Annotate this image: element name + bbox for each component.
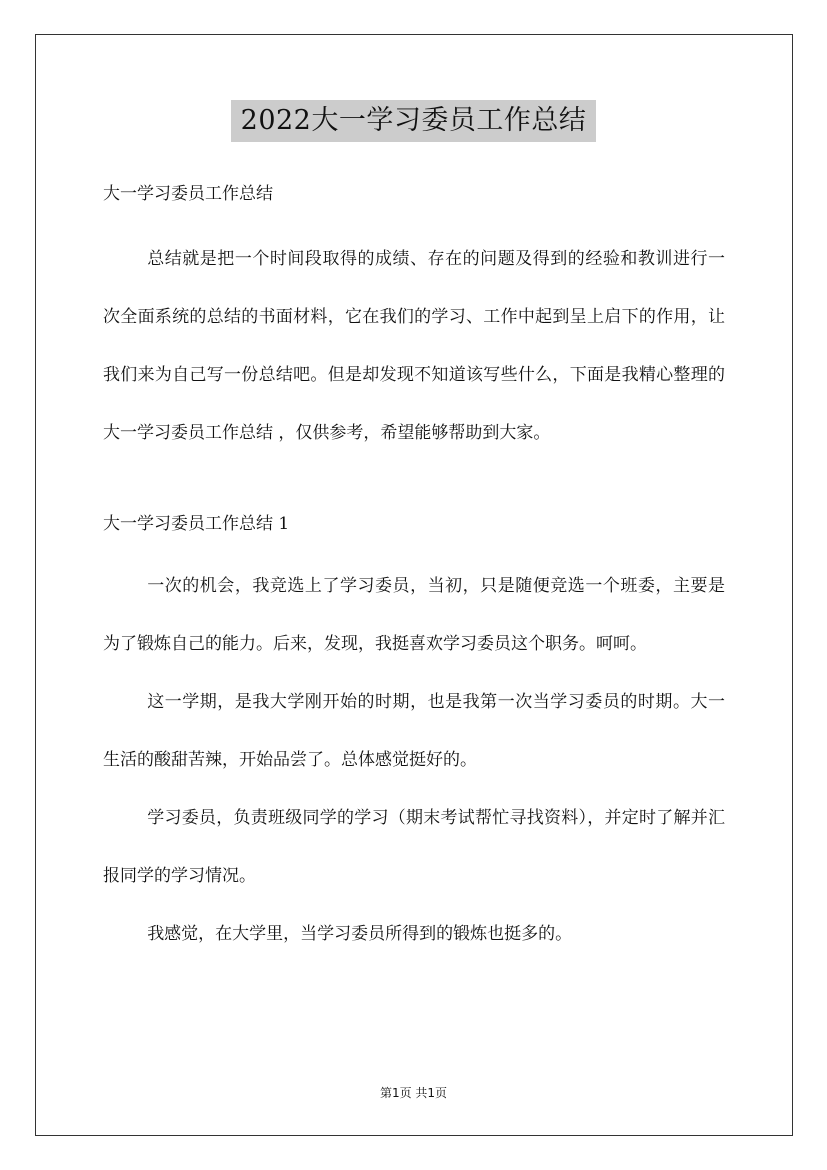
intro-heading: 大一学习委员工作总结: [103, 184, 273, 204]
document-body: [103, 176, 725, 963]
page-number: 第1页 共1页: [379, 1086, 448, 1100]
document-title: 2022大一学习委员工作总结: [231, 100, 597, 142]
intro-paragraph: 总结就是把一个时间段取得的成绩、存在的问题及得到的经验和教训进行一次全面系统的总结的书面材料，它在我们的学习、工作中起到呈上启下的作用，让我们来为自己写一份总结吧。但是却发现不知道该写些什么，下面是我精心整理的大一学习委员工作总结 ，仅供参考，希望能够帮助到大家。: [103, 249, 725, 443]
title-container: [0, 100, 827, 142]
section1-paragraph: 这一学期，是我大学刚开始的时期，也是我第一次当学习委员的时期。大一生活的酸甜苦辣，开始品尝了。总体感觉挺好的。: [103, 692, 725, 770]
section1-paragraph: 学习委员，负责班级同学的学习（期末考试帮忙寻找资料），并定时了解并汇报同学的学习情况。: [103, 808, 725, 886]
section1-paragraph: 一次的机会，我竞选上了学习委员，当初，只是随便竞选一个班委，主要是为了锻炼自己的能力。后来，发现，我挺喜欢学习委员这个职务。呵呵。: [103, 576, 725, 654]
section1-paragraph: 我感觉，在大学里，当学习委员所得到的锻炼也挺多的。: [147, 924, 573, 944]
section1-heading: 大一学习委员工作总结 1: [103, 514, 290, 534]
page-footer: [0, 1084, 827, 1102]
